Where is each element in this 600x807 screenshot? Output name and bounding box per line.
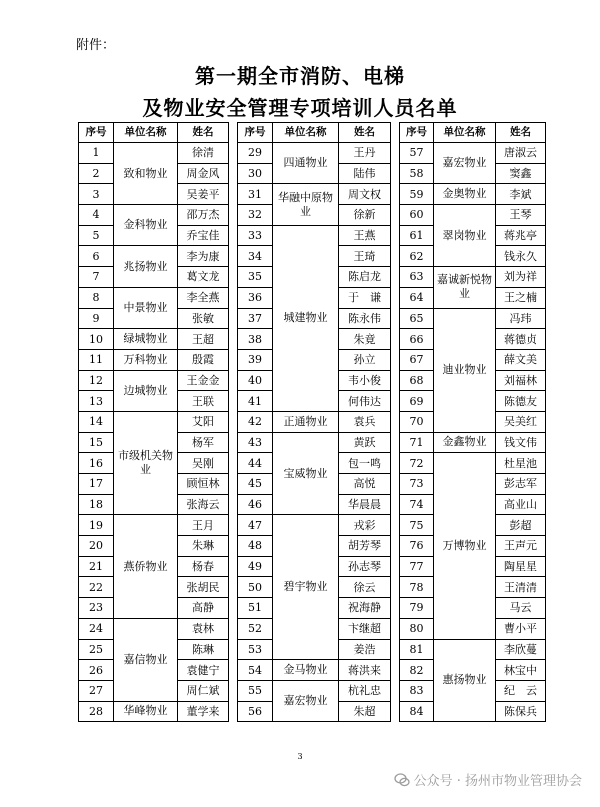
table-row	[79, 349, 229, 370]
row-number: 27	[79, 680, 114, 701]
row-number: 21	[79, 556, 114, 577]
row-number: 20	[79, 536, 114, 557]
person-name: 杨军	[178, 432, 229, 453]
row-number: 23	[79, 598, 114, 619]
row-number: 49	[238, 556, 273, 577]
row-number: 29	[238, 143, 273, 164]
person-name: 蒋洪来	[339, 660, 391, 681]
row-number: 6	[79, 246, 114, 267]
person-name: 王琦	[339, 246, 391, 267]
column-header-name: 姓名	[339, 123, 391, 143]
person-name: 李全燕	[178, 287, 229, 308]
document-title-line-2: 及物业安全管理专项培训人员名单	[142, 96, 458, 120]
row-number: 39	[238, 349, 273, 370]
table-row	[79, 515, 229, 536]
unit-name: 嘉信物业	[114, 618, 178, 701]
person-name: 王之楠	[496, 287, 546, 308]
person-name: 刘福林	[496, 370, 546, 391]
person-name: 殷霞	[178, 349, 229, 370]
unit-name: 兆扬物业	[114, 246, 178, 287]
person-name: 窦鑫	[496, 163, 546, 184]
table-row	[79, 287, 229, 308]
row-number: 79	[400, 598, 434, 619]
table-row	[238, 515, 391, 536]
person-name: 华晨晨	[339, 494, 391, 515]
row-number: 44	[238, 453, 273, 474]
person-name: 高静	[178, 598, 229, 619]
row-number: 61	[400, 225, 434, 246]
unit-name: 惠扬物业	[434, 639, 496, 722]
unit-name: 万科物业	[114, 349, 178, 370]
table-row	[79, 701, 229, 722]
row-number: 46	[238, 494, 273, 515]
person-name: 艾阳	[178, 411, 229, 432]
person-name: 钱文伟	[496, 432, 546, 453]
document-title-line-1: 第一期全市消防、电梯	[195, 64, 405, 88]
row-number: 52	[238, 618, 273, 639]
row-number: 84	[400, 701, 434, 722]
row-number: 57	[400, 143, 434, 164]
table-row	[400, 205, 546, 226]
page-number: 3	[297, 752, 303, 761]
person-name: 杨春	[178, 556, 229, 577]
row-number: 3	[79, 184, 114, 205]
person-name: 蒋德贞	[496, 329, 546, 350]
row-number: 10	[79, 329, 114, 350]
person-name: 王琴	[496, 205, 546, 226]
person-name: 杭礼忠	[339, 680, 391, 701]
row-number: 45	[238, 474, 273, 495]
row-number: 83	[400, 680, 434, 701]
person-name: 陈启龙	[339, 267, 391, 288]
row-number: 48	[238, 536, 273, 557]
row-number: 78	[400, 577, 434, 598]
row-number: 41	[238, 391, 273, 412]
row-number: 43	[238, 432, 273, 453]
person-name: 彭志军	[496, 474, 546, 495]
person-name: 林宝中	[496, 660, 546, 681]
person-name: 邵万杰	[178, 205, 229, 226]
table-row	[79, 370, 229, 391]
row-number: 74	[400, 494, 434, 515]
person-name: 周金风	[178, 163, 229, 184]
row-number: 76	[400, 536, 434, 557]
person-name: 刘为祥	[496, 267, 546, 288]
table-row	[79, 329, 229, 350]
row-number: 75	[400, 515, 434, 536]
row-number: 33	[238, 225, 273, 246]
person-name: 周文权	[339, 184, 391, 205]
person-name: 钱永久	[496, 246, 546, 267]
row-number: 50	[238, 577, 273, 598]
unit-name: 绿城物业	[114, 329, 178, 350]
unit-name: 城建物业	[273, 225, 339, 411]
person-name: 袁林	[178, 618, 229, 639]
unit-name: 金奥物业	[434, 184, 496, 205]
row-number: 38	[238, 329, 273, 350]
unit-name: 燕侨物业	[114, 515, 178, 618]
unit-name: 嘉诚新悦物业	[434, 267, 496, 308]
table-row	[400, 267, 546, 288]
row-number: 36	[238, 287, 273, 308]
unit-name: 万博物业	[434, 453, 496, 639]
row-number: 25	[79, 639, 114, 660]
attachment-label: 附件：	[76, 38, 116, 53]
column-header-number: 序号	[238, 123, 273, 143]
row-number: 1	[79, 143, 114, 164]
row-number: 37	[238, 308, 273, 329]
person-name: 陶星星	[496, 556, 546, 577]
row-number: 66	[400, 329, 434, 350]
person-name: 王月	[178, 515, 229, 536]
row-number: 34	[238, 246, 273, 267]
row-number: 12	[79, 370, 114, 391]
table-row	[79, 618, 229, 639]
row-number: 16	[79, 453, 114, 474]
person-name: 卞继超	[339, 618, 391, 639]
row-number: 7	[79, 267, 114, 288]
row-number: 35	[238, 267, 273, 288]
table-row	[238, 225, 391, 246]
row-number: 28	[79, 701, 114, 722]
row-number: 63	[400, 267, 434, 288]
row-number: 65	[400, 308, 434, 329]
person-name: 何伟达	[339, 391, 391, 412]
row-number: 42	[238, 411, 273, 432]
table-row	[400, 143, 546, 164]
person-name: 彭超	[496, 515, 546, 536]
table-row	[238, 143, 391, 164]
row-number: 54	[238, 660, 273, 681]
table-row	[238, 432, 391, 453]
row-number: 51	[238, 598, 273, 619]
person-name: 张敏	[178, 308, 229, 329]
table-row	[79, 246, 229, 267]
column-header-name: 姓名	[178, 123, 229, 143]
row-number: 14	[79, 411, 114, 432]
person-name: 于 谦	[339, 287, 391, 308]
unit-name: 华融中原物业	[273, 184, 339, 225]
person-name: 马云	[496, 598, 546, 619]
person-name: 陈保兵	[496, 701, 546, 722]
person-name: 葛文龙	[178, 267, 229, 288]
row-number: 26	[79, 660, 114, 681]
person-name: 袁兵	[339, 411, 391, 432]
row-number: 80	[400, 618, 434, 639]
person-name: 王联	[178, 391, 229, 412]
row-number: 4	[79, 205, 114, 226]
table-row	[400, 184, 546, 205]
row-number: 69	[400, 391, 434, 412]
person-name: 包一鸣	[339, 453, 391, 474]
person-name: 蒋兆亭	[496, 225, 546, 246]
table-row	[400, 432, 546, 453]
person-name: 徐新	[339, 205, 391, 226]
person-name: 徐云	[339, 577, 391, 598]
person-name: 吴姜平	[178, 184, 229, 205]
unit-name: 嘉宏物业	[273, 680, 339, 721]
person-name: 陆伟	[339, 163, 391, 184]
unit-name: 金马物业	[273, 660, 339, 681]
person-name: 薛文美	[496, 349, 546, 370]
wechat-icon	[394, 772, 410, 788]
person-name: 唐淑云	[496, 143, 546, 164]
person-name: 戎彩	[339, 515, 391, 536]
person-name: 乔宝佳	[178, 225, 229, 246]
person-name: 徐清	[178, 143, 229, 164]
person-name: 王超	[178, 329, 229, 350]
row-number: 32	[238, 205, 273, 226]
unit-name: 碧宇物业	[273, 515, 339, 660]
row-number: 62	[400, 246, 434, 267]
unit-name: 金科物业	[114, 205, 178, 246]
row-number: 19	[79, 515, 114, 536]
person-name: 王丹	[339, 143, 391, 164]
row-number: 17	[79, 474, 114, 495]
row-number: 13	[79, 391, 114, 412]
row-number: 22	[79, 577, 114, 598]
person-name: 王清清	[496, 577, 546, 598]
row-number: 77	[400, 556, 434, 577]
person-name: 李欣蔓	[496, 639, 546, 660]
row-number: 70	[400, 411, 434, 432]
person-name: 王金金	[178, 370, 229, 391]
column-header-unit: 单位名称	[434, 123, 496, 143]
unit-name: 金鑫物业	[434, 432, 496, 453]
person-name: 吴美红	[496, 411, 546, 432]
person-name: 朱竟	[339, 329, 391, 350]
unit-name: 宝威物业	[273, 432, 339, 515]
person-name: 陈琳	[178, 639, 229, 660]
person-name: 黄跃	[339, 432, 391, 453]
row-number: 15	[79, 432, 114, 453]
person-name: 朱琳	[178, 536, 229, 557]
person-name: 董学来	[178, 701, 229, 722]
person-name: 胡芳琴	[339, 536, 391, 557]
unit-name: 华峰物业	[114, 701, 178, 722]
row-number: 59	[400, 184, 434, 205]
person-name: 顾恒林	[178, 474, 229, 495]
person-name: 韦小俊	[339, 370, 391, 391]
unit-name: 迪业物业	[434, 308, 496, 432]
row-number: 60	[400, 205, 434, 226]
unit-name: 市级机关物业	[114, 411, 178, 514]
watermark-text: 公众号 · 扬州市物业管理协会	[413, 774, 582, 789]
watermark	[394, 770, 582, 789]
person-name: 孙立	[339, 349, 391, 370]
row-number: 2	[79, 163, 114, 184]
person-name: 杜星池	[496, 453, 546, 474]
row-number: 11	[79, 349, 114, 370]
person-name: 纪 云	[496, 680, 546, 701]
row-number: 55	[238, 680, 273, 701]
person-name: 张胡民	[178, 577, 229, 598]
row-number: 73	[400, 474, 434, 495]
roster-table-1	[78, 122, 229, 722]
table-row	[79, 411, 229, 432]
person-name: 吴刚	[178, 453, 229, 474]
roster-table-3	[399, 122, 546, 722]
row-number: 71	[400, 432, 434, 453]
row-number: 58	[400, 163, 434, 184]
person-name: 曹小平	[496, 618, 546, 639]
table-row	[238, 411, 391, 432]
column-header-name: 姓名	[496, 123, 546, 143]
row-number: 9	[79, 308, 114, 329]
column-header-unit: 单位名称	[273, 123, 339, 143]
person-name: 周仁斌	[178, 680, 229, 701]
row-number: 40	[238, 370, 273, 391]
row-number: 64	[400, 287, 434, 308]
person-name: 高悦	[339, 474, 391, 495]
person-name: 高业山	[496, 494, 546, 515]
unit-name: 正通物业	[273, 411, 339, 432]
column-header-number: 序号	[79, 123, 114, 143]
row-number: 68	[400, 370, 434, 391]
person-name: 冯玮	[496, 308, 546, 329]
row-number: 56	[238, 701, 273, 722]
row-number: 72	[400, 453, 434, 474]
table-row	[400, 308, 546, 329]
person-name: 孙志琴	[339, 556, 391, 577]
row-number: 82	[400, 660, 434, 681]
person-name: 张海云	[178, 494, 229, 515]
person-name: 祝海静	[339, 598, 391, 619]
person-name: 李为康	[178, 246, 229, 267]
table-row	[79, 143, 229, 164]
person-name: 王声元	[496, 536, 546, 557]
unit-name: 边城物业	[114, 370, 178, 411]
row-number: 81	[400, 639, 434, 660]
table-row	[79, 205, 229, 226]
unit-name: 四通物业	[273, 143, 339, 184]
row-number: 8	[79, 287, 114, 308]
roster-table-2	[237, 122, 391, 722]
table-row	[238, 680, 391, 701]
column-header-unit: 单位名称	[114, 123, 178, 143]
person-name: 陈永伟	[339, 308, 391, 329]
person-name: 王燕	[339, 225, 391, 246]
unit-name: 中景物业	[114, 287, 178, 328]
table-row	[400, 639, 546, 660]
person-name: 李斌	[496, 184, 546, 205]
person-name: 姜浩	[339, 639, 391, 660]
person-name: 陈德友	[496, 391, 546, 412]
row-number: 67	[400, 349, 434, 370]
column-header-number: 序号	[400, 123, 434, 143]
unit-name: 致和物业	[114, 143, 178, 205]
table-row	[238, 184, 391, 205]
person-name: 朱超	[339, 701, 391, 722]
row-number: 53	[238, 639, 273, 660]
row-number: 30	[238, 163, 273, 184]
row-number: 18	[79, 494, 114, 515]
row-number: 47	[238, 515, 273, 536]
row-number: 24	[79, 618, 114, 639]
unit-name: 翠岗物业	[434, 205, 496, 267]
table-row	[400, 453, 546, 474]
person-name: 袁健宁	[178, 660, 229, 681]
row-number: 5	[79, 225, 114, 246]
unit-name: 嘉宏物业	[434, 143, 496, 184]
table-row	[238, 660, 391, 681]
row-number: 31	[238, 184, 273, 205]
